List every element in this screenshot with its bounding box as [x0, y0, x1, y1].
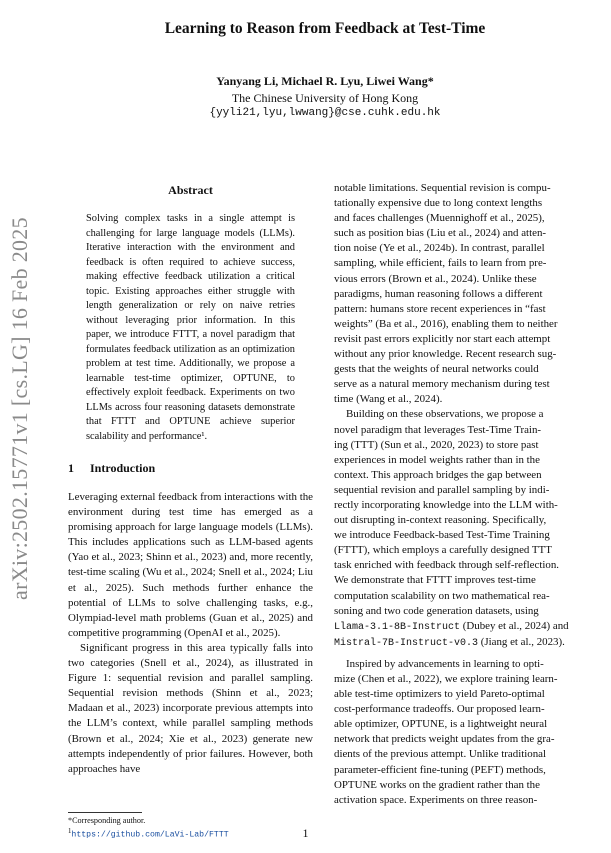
text-line: and faces challenges (Muennighoff et al., 2025),	[334, 212, 545, 225]
github-link[interactable]: https://github.com/LaVi-Lab/FTTT	[71, 830, 229, 840]
text-line: task enriched with feedback through self-reflection.	[334, 559, 559, 572]
text-line: tion noise (Ye et al., 2024b). In contrast, parallel	[334, 242, 545, 255]
text-line: experiences in model weights rather than in the	[334, 453, 540, 466]
author-email[interactable]: {yyli21,lyu,lwwang}@cse.cuhk.edu.hk	[209, 107, 441, 119]
section-heading	[68, 461, 313, 476]
right-paragraph-3	[334, 657, 580, 808]
paper-title: Learning to Reason from Feedback at Test-Time	[164, 20, 486, 37]
text-line: out disrupting in-context reasoning. Specifically,	[334, 514, 547, 527]
text-line: Building on these observations, we propose a	[346, 408, 544, 421]
text-line: sampling, while efficient, fails to learn from pre-	[334, 257, 547, 270]
text-line mono-line	[334, 619, 580, 635]
text-line: We demonstrate that FTTT improves test-time	[334, 574, 536, 587]
section-number: 1	[68, 461, 74, 475]
right-paragraph-1	[334, 181, 580, 407]
text-line: notable limitations. Sequential revision is compu-	[334, 182, 551, 194]
text-line: gests that the weights of neural networks could	[334, 363, 539, 376]
intro-paragraph-2: Significant progress in this area typically falls into two categories (Snell et al., 2024), as illustrated in Figure 1: sequential revision and parallel sampling. Sequential revision methods (Shinn et al., 2023; Madaan et al., 2023) incorporate previous attempts into the LLM’s context, while parallel sampling methods (Brown et al., 2024; Xie et al., 2023) generate new attempts independently of prior failures. However, both approaches have	[68, 641, 313, 775]
text-line: time (Wang et al., 2024).	[334, 393, 443, 406]
text-line mono-line	[334, 635, 580, 651]
right-paragraph-2	[334, 407, 580, 422]
abstract-heading: Abstract	[168, 183, 213, 197]
text-line: Inspired by advancements in learning to opti-	[346, 657, 544, 670]
footnote-rule	[68, 812, 142, 813]
text-line: ing (TTT) (Sun et al., 2020, 2023) to store past	[334, 438, 539, 451]
footnote-corresponding: *Corresponding author.	[68, 816, 146, 825]
text-line: mize (Chen et al., 2022), we explore training learn-	[334, 673, 558, 685]
text-line: computation scalability on two mathematical rea-	[334, 589, 550, 602]
text-line: network that predicts weight updates from the gra-	[334, 733, 555, 746]
text-line: dients of the previous attempt. Unlike traditional	[334, 748, 547, 761]
model-name: Llama-3.1-8B-Instruct	[334, 621, 461, 633]
text-line: parameter-efficient fine-tuning (PEFT) methods,	[334, 763, 546, 776]
footnote-mark: 1	[68, 828, 72, 835]
text-line: tationally expensive due to long context lengths	[334, 197, 543, 210]
text-line: activation space. Experiments on three reason-	[334, 793, 538, 806]
line-rest: (Dubey et al., 2024) and	[460, 619, 569, 632]
text-line: we introduce Feedback-based Test-Time Training	[334, 529, 550, 542]
text-line: weights” (Ba et al., 2016), enabling them to neither	[334, 317, 558, 330]
text-line: rectly incorporating knowledge into the LLM with-	[334, 498, 558, 511]
text-line: (FTTT), which employs a carefully designed TTT	[334, 544, 552, 557]
text-line: OPTUNE works on the gradient rather than the	[334, 778, 540, 791]
text-line: cost-performance tradeoffs. Our proposed learn-	[334, 703, 545, 716]
text-line: able test-time optimizers to yield Pareto-optimal	[334, 688, 545, 701]
text-line: novel paradigm that leverages Test-Time Train-	[334, 423, 542, 436]
text-line: able optimizer, OPTUNE, is a lightweight neural	[334, 718, 548, 731]
text-line: sequential revision and parallel sampling by indi-	[334, 483, 550, 496]
intro-paragraph-1: Leveraging external feedback from interactions with the environment during test time has emerged as a promising approach for large language models (LLMs). This includes applications such as LLM-based agents (Yao et al., 2023; Shinn et al., 2023) and, more recently, test-time scaling (Wu et al., 2024; Snell et al., 2024; Liu et al., 2025). Such methods further enhance the potential of LLMs to solve challenging tasks, e.g., Olympiad-level math problems (Guan et al., 2025) and competitive programming (OpenAI et al., 2025).	[68, 491, 313, 639]
text-line: context. This approach bridges the gap between	[334, 468, 542, 481]
right-paragraph-2-cont	[334, 423, 580, 651]
author-list: Yanyang Li, Michael R. Lyu, Liwei Wang*	[216, 74, 434, 88]
text-line: vious errors (Brown et al., 2024). Unlike these	[334, 272, 537, 285]
arxiv-identifier[interactable]: arXiv:2502.15771v1 [cs.LG] 16 Feb 2025	[7, 217, 32, 600]
text-line: soning and two code generation datasets, using	[334, 604, 539, 617]
text-line: pattern: humans store recent experiences in “fast	[334, 302, 546, 315]
section-title: Introduction	[90, 461, 156, 475]
text-line: paradigms, human reasoning follows a different	[334, 287, 543, 300]
left-column	[68, 183, 313, 777]
affiliation: The Chinese University of Hong Kong	[231, 91, 419, 105]
text-line: revisit past errors explicitly nor start each attempt	[334, 332, 551, 345]
page-number: 1	[302, 826, 309, 840]
line-rest: (Jiang et al., 2023).	[478, 635, 565, 648]
text-line: such as position bias (Liu et al., 2024) and atten-	[334, 227, 547, 240]
right-column	[334, 181, 580, 808]
model-name: Mistral-7B-Instruct-v0.3	[334, 637, 479, 649]
abstract-text: Solving complex tasks in a single attempt is challenging for large language models (LLMs). Iterative interaction with the environment and feedback is often required to achieve success, making effective feedback utilization a critical topic. Existing approaches either struggle with length generalization or rely on naive retries without leveraging prior information. In this paper, we introduce FTTT, a novel paradigm that formulates feedback utilization as an optimization problem at test time. Additionally, we propose a learnable test-time optimizer, OPTUNE, to effectively exploit feedback. Experiments on two LLMs across four reasoning datasets demonstrate that FTTT and OPTUNE achieve superior scalability and performance¹.	[86, 213, 295, 442]
text-line: serve as a natural memory mechanism during test	[334, 378, 550, 391]
text-line: without any prior knowledge. Recent research sug-	[334, 348, 557, 361]
